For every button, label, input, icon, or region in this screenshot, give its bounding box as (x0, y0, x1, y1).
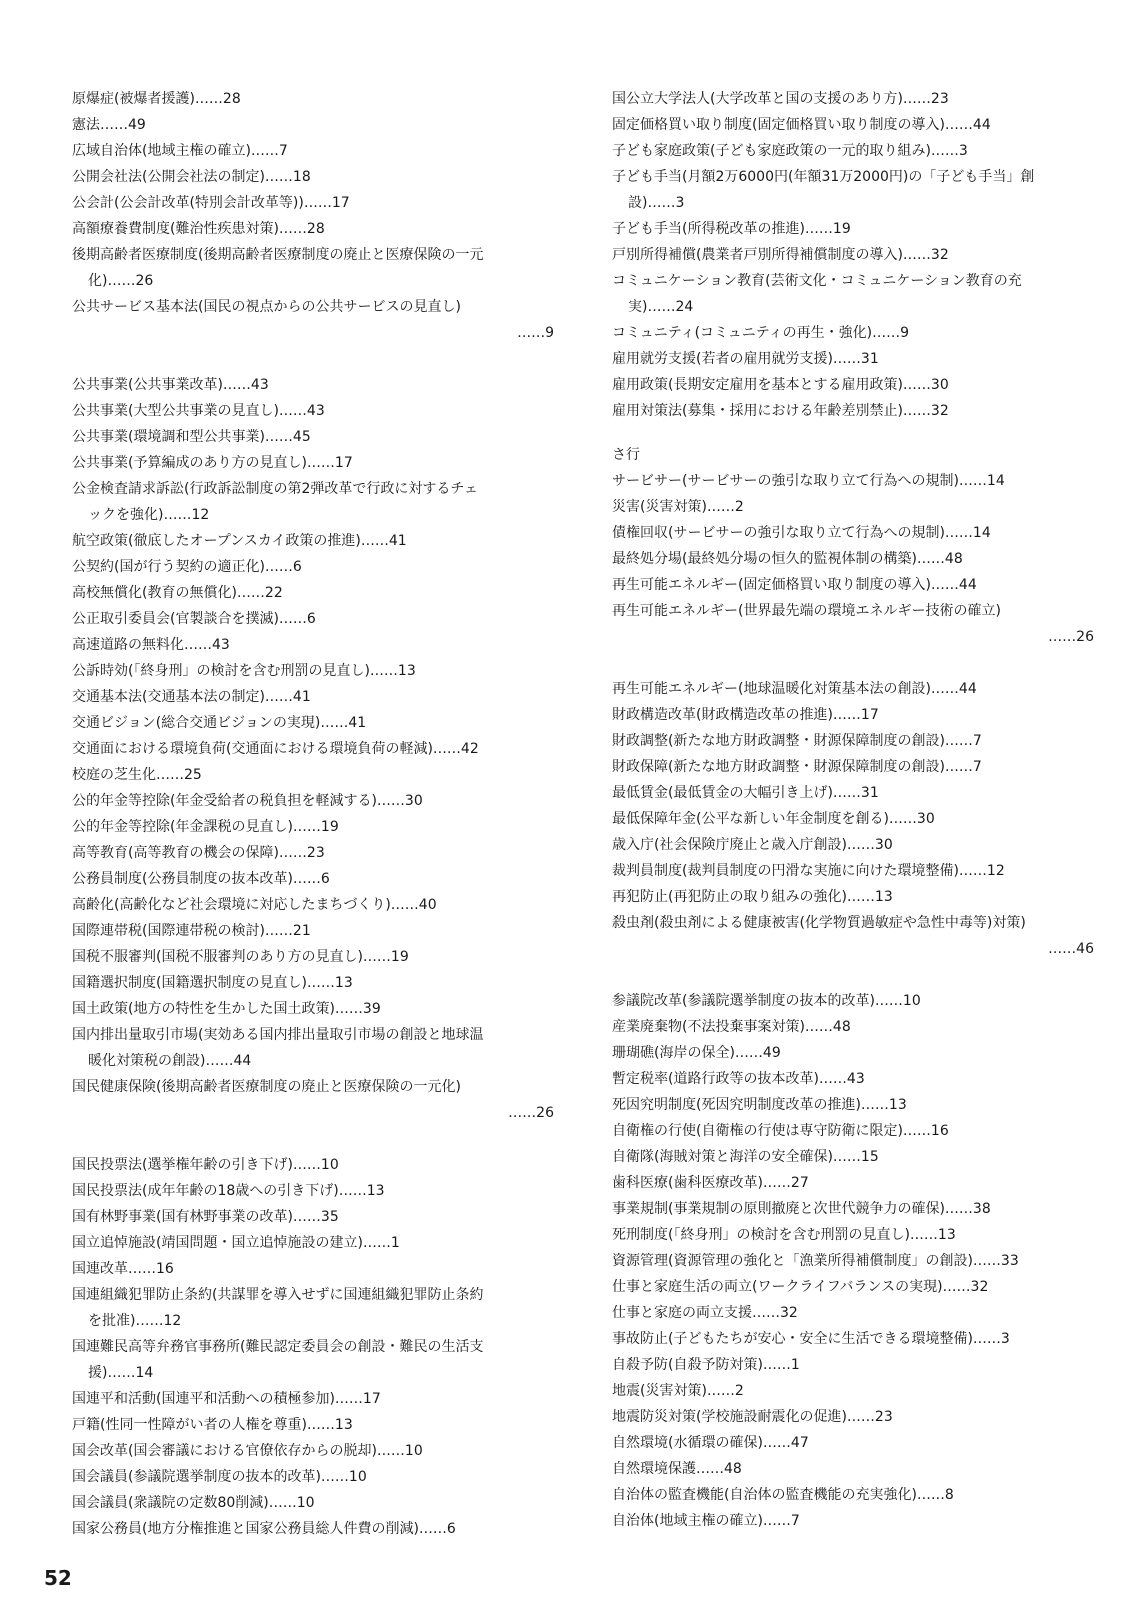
index-entry-text: 地震防災対策(学校施設耐震化の促進)……23 (612, 1409, 893, 1425)
index-entry-page-ref: ……26 (508, 1105, 554, 1121)
index-group-ko (612, 86, 1094, 424)
index-entry-text: 自衛権の行使(自衛権の行使は専守防衛に限定)……16 (612, 1123, 949, 1139)
index-entry-text: 殺虫剤(殺虫剤による健康被害(化学物質過敏症や急性中毒等)対策) (612, 915, 1026, 931)
index-entry-continuation: 援)……14 (88, 1365, 154, 1381)
index-entry-text: コミュニケーション教育(芸術文化・コミュニケーション教育の充 (612, 273, 1022, 289)
index-entry (72, 190, 554, 216)
index-entry-text: 国内排出量取引市場(実効ある国内排出量取引市場の創設と地球温 (72, 1027, 484, 1043)
index-entry-text: 交通面における環境負荷(交通面における環境負荷の軽減)……42 (72, 741, 479, 757)
index-entry (72, 970, 554, 996)
index-entry-page-ref: ……46 (1048, 941, 1094, 957)
index-entry (612, 598, 1094, 650)
index-entry-text: 高速道路の無料化……43 (72, 637, 230, 653)
index-entry (72, 1152, 554, 1178)
index-entry (72, 554, 554, 580)
index-entry (72, 1412, 554, 1438)
index-entry-text: 参議院改革(参議院選挙制度の抜本的改革)……10 (612, 993, 921, 1009)
index-entry (612, 806, 1094, 832)
index-entry-text: 公的年金等控除(年金課税の見直し)……19 (72, 819, 339, 835)
index-entry-text: 公共事業(予算編成のあり方の見直し)……17 (72, 455, 353, 471)
index-entry (72, 450, 554, 476)
right-index-column (612, 86, 1094, 1534)
index-entry (72, 86, 554, 112)
index-entry-text: 産業廃棄物(不法投棄事案対策)……48 (612, 1019, 851, 1035)
index-entry-text: 国税不服審判(国税不服審判のあり方の見直し)……19 (72, 949, 409, 965)
index-entry (72, 1074, 554, 1126)
index-entry-text: 公共サービス基本法(国民の視点からの公共サービスの見直し) (72, 299, 461, 315)
index-entry-text: 事業規制(事業規制の原則撤廃と次世代競争力の確保)……38 (612, 1201, 991, 1217)
index-entry (612, 1118, 1094, 1144)
index-entry (72, 294, 554, 346)
index-entry (612, 572, 1094, 598)
index-entry (612, 242, 1094, 268)
section-heading-sa-row: さ行 (612, 447, 640, 463)
index-entry (612, 780, 1094, 806)
entry-gap (612, 962, 1094, 988)
index-entry-text: 自然環境保護……48 (612, 1461, 742, 1477)
index-entry (612, 86, 1094, 112)
index-entry-text: 国土政策(地方の特性を生かした国土政策)……39 (72, 1001, 381, 1017)
index-entry-text: 子ども家庭政策(子ども家庭政策の一元的取り組み)……3 (612, 143, 968, 159)
index-entry-text: 国籍選択制度(国籍選択制度の見直し)……13 (72, 975, 353, 991)
index-entry (72, 138, 554, 164)
index-entry (72, 242, 554, 294)
index-entry-text: 自治体の監査機能(自治体の監査機能の充実強化)……8 (612, 1487, 954, 1503)
index-entry-text: 自治体(地域主権の確立)……7 (612, 1513, 800, 1529)
index-entry-continuation: ックを強化)……12 (88, 507, 210, 523)
index-entry (612, 372, 1094, 398)
index-entry (72, 1490, 554, 1516)
index-entry (72, 528, 554, 554)
index-entry (72, 684, 554, 710)
index-entry-continuation: 実)……24 (628, 299, 694, 315)
index-entry-text: 事故防止(子どもたちが安心・安全に生活できる環境整備)……3 (612, 1331, 1010, 1347)
index-entry (612, 676, 1094, 702)
index-entry (612, 1508, 1094, 1534)
index-entry-text: 国連平和活動(国連平和活動への積極参加)……17 (72, 1391, 381, 1407)
left-index-column (72, 86, 554, 1542)
index-entry (72, 788, 554, 814)
index-entry (72, 1204, 554, 1230)
index-entry (612, 138, 1094, 164)
index-entry-text: 再生可能エネルギー(地球温暖化対策基本法の創設)……44 (612, 681, 977, 697)
index-entry (72, 892, 554, 918)
index-entry (72, 1178, 554, 1204)
index-entry-text: 資源管理(資源管理の強化と「漁業所得補償制度」の創設)……33 (612, 1253, 1019, 1269)
index-entry-text: 最低保障年金(公平な新しい年金制度を創る)……30 (612, 811, 935, 827)
index-entry (612, 702, 1094, 728)
index-entry (612, 1378, 1094, 1404)
index-entry-text: 最低賃金(最低賃金の大幅引き上げ)……31 (612, 785, 879, 801)
index-entry (612, 546, 1094, 572)
index-entry-text: 交通基本法(交通基本法の制定)……41 (72, 689, 311, 705)
entry-gap (72, 346, 554, 372)
index-entry-text: 原爆症(被爆者援護)……28 (72, 91, 241, 107)
index-entry-text: 戸別所得補償(農業者戸別所得補償制度の導入)……32 (612, 247, 949, 263)
index-entry-text: 再生可能エネルギー(世界最先端の環境エネルギー技術の確立) (612, 603, 1001, 619)
index-entry-text: 自然環境(水循環の確保)……47 (612, 1435, 809, 1451)
index-entry (72, 840, 554, 866)
index-entry (612, 884, 1094, 910)
entry-gap (72, 1126, 554, 1152)
index-entry (612, 398, 1094, 424)
index-entry (612, 988, 1094, 1014)
index-entry-text: 交通ビジョン(総合交通ビジョンの実現)……41 (72, 715, 367, 731)
index-entry (72, 1386, 554, 1412)
index-entry-text: 死刑制度(「終身刑」の検討を含む刑罰の見直し)……13 (612, 1227, 956, 1243)
entry-gap (612, 650, 1094, 676)
index-entry-text: 国連改革……16 (72, 1261, 174, 1277)
index-entry-text: 国連組織犯罪防止条約(共謀罪を導入せずに国連組織犯罪防止条約 (72, 1287, 484, 1303)
index-entry (72, 1022, 554, 1074)
index-entry (72, 944, 554, 970)
page-number: 52 (44, 1566, 72, 1590)
index-entry-text: 国家公務員(地方分権推進と国家公務員総人件費の削減)……6 (72, 1521, 456, 1537)
index-entry-text: 雇用就労支援(若者の雇用就労支援)……31 (612, 351, 879, 367)
index-entry (72, 1438, 554, 1464)
index-entry (612, 754, 1094, 780)
index-entry-text: 暫定税率(道路行政等の抜本改革)……43 (612, 1071, 865, 1087)
index-entry-text: 子ども手当(所得税改革の推進)……19 (612, 221, 851, 237)
index-entry-text: 裁判員制度(裁判員制度の円滑な実施に向けた環境整備)……12 (612, 863, 1005, 879)
index-entry (72, 1464, 554, 1490)
index-entry-text: 校庭の芝生化……25 (72, 767, 202, 783)
index-entry-text: 国会議員(参議院選挙制度の抜本的改革)……10 (72, 1469, 367, 1485)
index-entry-text: 公会計(公会計改革(特別会計改革等))……17 (72, 195, 350, 211)
index-entry-text: 仕事と家庭の両立支援……32 (612, 1305, 798, 1321)
index-entry-text: 公正取引委員会(官製談合を撲滅)……6 (72, 611, 316, 627)
index-entry-text: 後期高齢者医療制度(後期高齢者医療制度の廃止と医療保険の一元 (72, 247, 484, 263)
index-entry (72, 1230, 554, 1256)
index-entry-text: 歳入庁(社会保険庁廃止と歳入庁創設)……30 (612, 837, 893, 853)
index-entry (612, 1274, 1094, 1300)
index-entry (612, 1092, 1094, 1118)
index-entry-text: 国連難民高等弁務官事務所(難民認定委員会の創設・難民の生活支 (72, 1339, 484, 1355)
index-entry-continuation: 設)……3 (628, 195, 685, 211)
index-entry-text: 公金検査請求訴訟(行政訴訟制度の第2弾改革で行政に対するチェ (72, 481, 478, 497)
index-entry (612, 910, 1094, 962)
index-entry-text: 国民健康保険(後期高齢者医療制度の廃止と医療保険の一元化) (72, 1079, 461, 1095)
index-entry (72, 1334, 554, 1386)
index-entry-text: 自衛隊(海賊対策と海洋の安全確保)……15 (612, 1149, 879, 1165)
index-entry-text: 高校無償化(教育の無償化)……22 (72, 585, 283, 601)
index-entry-text: 雇用政策(長期安定雇用を基本とする雇用政策)……30 (612, 377, 949, 393)
index-entry (612, 858, 1094, 884)
index-entry (72, 710, 554, 736)
index-entry-text: 公共事業(公共事業改革)……43 (72, 377, 269, 393)
index-entry (72, 1256, 554, 1282)
index-entry (72, 866, 554, 892)
index-entry-text: 仕事と家庭生活の両立(ワークライフバランスの実現)……32 (612, 1279, 989, 1295)
index-entry (612, 1404, 1094, 1430)
index-entry-text: 公訴時効(「終身刑」の検討を含む刑罰の見直し)……13 (72, 663, 416, 679)
index-entry-text: サービサー(サービサーの強引な取り立て行為への規制)……14 (612, 473, 1005, 489)
index-entry-text: 災害(災害対策)……2 (612, 499, 744, 515)
index-entry-text: 財政構造改革(財政構造改革の推進)……17 (612, 707, 879, 723)
index-entry-text: 国有林野事業(国有林野事業の改革)……35 (72, 1209, 339, 1225)
index-entry-text: 死因究明制度(死因究明制度改革の推進)……13 (612, 1097, 907, 1113)
index-entry (612, 832, 1094, 858)
index-entry (72, 918, 554, 944)
index-entry-text: 国会改革(国会審議における官僚依存からの脱却)……10 (72, 1443, 423, 1459)
index-entry-continuation: 化)……26 (88, 273, 154, 289)
index-entry-text: 雇用対策法(募集・採用における年齢差別禁止)……32 (612, 403, 949, 419)
index-entry-text: 国民投票法(選挙権年齢の引き下げ)……10 (72, 1157, 339, 1173)
index-entry-text: 国立追悼施設(靖国問題・国立追悼施設の建立)……1 (72, 1235, 400, 1251)
index-group-sa (612, 468, 1094, 1534)
index-entry-text: コミュニティ(コミュニティの再生・強化)……9 (612, 325, 910, 341)
index-entry (72, 736, 554, 762)
index-entry (612, 216, 1094, 242)
index-entry (72, 398, 554, 424)
index-entry (612, 268, 1094, 320)
index-entry (612, 1144, 1094, 1170)
index-entry (72, 658, 554, 684)
index-entry (72, 424, 554, 450)
index-entry (612, 728, 1094, 754)
index-entry (612, 494, 1094, 520)
index-entry-text: 固定価格買い取り制度(固定価格買い取り制度の導入)……44 (612, 117, 991, 133)
index-entry (72, 632, 554, 658)
index-entry-text: 債権回収(サービサーの強引な取り立て行為への規制)……14 (612, 525, 991, 541)
index-entry (72, 606, 554, 632)
index-entry (612, 1456, 1094, 1482)
index-entry (612, 112, 1094, 138)
index-entry-text: 財政調整(新たな地方財政調整・財源保障制度の創設)……7 (612, 733, 982, 749)
index-entry (612, 1170, 1094, 1196)
index-entry-text: 珊瑚礁(海岸の保全)……49 (612, 1045, 781, 1061)
index-entry (612, 1326, 1094, 1352)
index-entry-text: 高等教育(高等教育の機会の保障)……23 (72, 845, 325, 861)
index-entry (72, 372, 554, 398)
index-entry (72, 216, 554, 242)
index-entry-page-ref: ……26 (1048, 629, 1094, 645)
index-entry-text: 子ども手当(月額2万6000円(年額31万2000円)の「子ども手当」創 (612, 169, 1035, 185)
index-entry-text: 公共事業(環境調和型公共事業)……45 (72, 429, 311, 445)
index-entry (72, 580, 554, 606)
index-entry (612, 1352, 1094, 1378)
index-entry-text: 地震(災害対策)……2 (612, 1383, 744, 1399)
index-entry-text: 国際連帯税(国際連帯税の検討)……21 (72, 923, 311, 939)
index-entry-text: 歯科医療(歯科医療改革)……27 (612, 1175, 809, 1191)
index-entry (72, 762, 554, 788)
index-entry (612, 1300, 1094, 1326)
index-entry-text: 航空政策(徹底したオープンスカイ政策の推進)……41 (72, 533, 407, 549)
index-entry (612, 1196, 1094, 1222)
index-entry (612, 1040, 1094, 1066)
index-entry (612, 1430, 1094, 1456)
index-entry (612, 346, 1094, 372)
index-entry-text: 国民投票法(成年年齢の18歳への引き下げ)……13 (72, 1183, 385, 1199)
index-entry-text: 公契約(国が行う契約の適正化)……6 (72, 559, 302, 575)
index-entry-text: 再犯防止(再犯防止の取り組みの強化)……13 (612, 889, 893, 905)
index-entry (72, 1282, 554, 1334)
index-entry-text: 最終処分場(最終処分場の恒久的監視体制の構築)……48 (612, 551, 963, 567)
index-entry-text: 国会議員(衆議院の定数80削減)……10 (72, 1495, 315, 1511)
index-entry (612, 468, 1094, 494)
index-entry-text: 公務員制度(公務員制度の抜本改革)……6 (72, 871, 330, 887)
index-entry-text: 高額療養費制度(難治性疾患対策)……28 (72, 221, 325, 237)
index-entry-continuation: を批准)……12 (88, 1313, 182, 1329)
index-entry-text: 公共事業(大型公共事業の見直し)……43 (72, 403, 325, 419)
index-entry-text: 公的年金等控除(年金受給者の税負担を軽減する)……30 (72, 793, 423, 809)
index-entry (612, 164, 1094, 216)
index-entry (612, 1248, 1094, 1274)
index-entry (72, 996, 554, 1022)
index-entry-text: 自殺予防(自殺予防対策)……1 (612, 1357, 800, 1373)
index-entry (72, 164, 554, 190)
index-entry (612, 1066, 1094, 1092)
index-entry-text: 国公立大学法人(大学改革と国の支援のあり方)……23 (612, 91, 949, 107)
index-entry-continuation: 暖化対策税の創設)……44 (88, 1053, 252, 1069)
index-entry-text: 財政保障(新たな地方財政調整・財源保障制度の創設)……7 (612, 759, 982, 775)
index-entry (612, 1014, 1094, 1040)
index-entry-text: 再生可能エネルギー(固定価格買い取り制度の導入)……44 (612, 577, 977, 593)
index-entry (72, 476, 554, 528)
index-entry-text: 高齢化(高齢化など社会環境に対応したまちづくり)……40 (72, 897, 437, 913)
index-entry (612, 320, 1094, 346)
index-entry (72, 1516, 554, 1542)
index-entry (72, 814, 554, 840)
index-entry (612, 1482, 1094, 1508)
index-entry-text: 憲法……49 (72, 117, 146, 133)
index-entry-text: 公開会社法(公開会社法の制定)……18 (72, 169, 311, 185)
index-entry (612, 520, 1094, 546)
index-entry (612, 1222, 1094, 1248)
index-entry (72, 112, 554, 138)
index-entry-page-ref: ……9 (517, 325, 554, 341)
index-entry-text: 戸籍(性同一性障がい者の人権を尊重)……13 (72, 1417, 353, 1433)
index-entry-text: 広域自治体(地域主権の確立)……7 (72, 143, 288, 159)
